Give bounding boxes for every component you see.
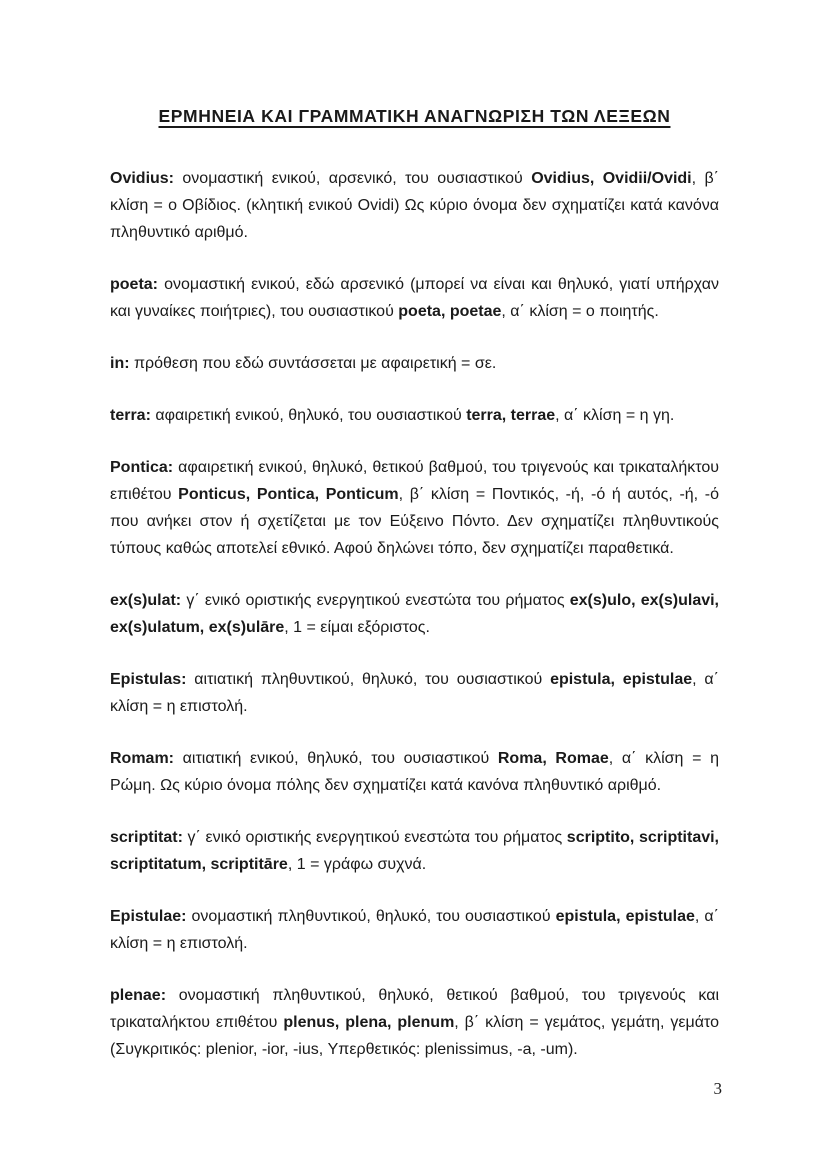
text-run-bold: terra: bbox=[110, 407, 151, 424]
text-run: , β΄ κλίση = ο Οβίδιος. (κλητική ενικού Ovidi) Ως κύριο όνομα δεν σχηματίζει κατά κανόνα πληθυντικό αριθμό. bbox=[110, 170, 719, 241]
text-run: γ΄ ενικό οριστικής ενεργητικού ενεστώτα του ρήματος bbox=[181, 592, 570, 609]
text-run-bold: in: bbox=[110, 355, 130, 372]
text-run: γ΄ ενικό οριστικής ενεργητικού ενεστώτα του ρήματος bbox=[182, 829, 567, 846]
text-run: αιτιατική πληθυντικού, θηλυκό, του ουσιαστικού bbox=[186, 671, 551, 688]
paragraph-scriptitat bbox=[110, 824, 719, 878]
text-run: αφαιρετική ενικού, θηλυκό, του ουσιαστικού bbox=[150, 407, 467, 424]
text-run: , 1 = είμαι εξόριστος. bbox=[284, 619, 430, 636]
text-run: , α΄ κλίση = η Ρώμη. Ως κύριο όνομα πόλης δεν σχηματίζει κατά κανόνα πληθυντικό αριθμό. bbox=[110, 750, 720, 794]
document-content bbox=[110, 103, 719, 1088]
text-run-bold: epistula, epistulae bbox=[550, 671, 693, 688]
text-run: , β΄ κλίση = Ποντικός, -ή, -ό ή αυτός, -ή, -ό που ανήκει στον ή σχετίζεται με τον Εύξεινο Πόντο. Δεν σχηματίζει πληθυντικούς τύπους καθώς αποτελεί εθνικό. Αφού δηλώνει τόπο, δεν σχηματίζει παραθετικά. bbox=[110, 486, 719, 557]
text-run: ονομαστική ενικού, εδώ αρσενικό (μπορεί να είναι και θηλυκό, γιατί υπήρχαν και γυναίκες ποιήτριες), του ουσιαστικού bbox=[110, 276, 719, 320]
text-run-bold: poeta: bbox=[110, 276, 158, 293]
text-run-bold: plenae: bbox=[110, 987, 167, 1004]
text-run-bold: Roma, Romae bbox=[497, 750, 609, 767]
page-title: ΕΡΜΗΝΕΙΑ ΚΑΙ ΓΡΑΜΜΑΤΙΚΗ ΑΝΑΓΝΩΡΙΣΗ ΤΩΝ ΛΕΞΕΩΝ bbox=[158, 106, 671, 126]
text-run: ονομαστική πληθυντικού, θηλυκό, του ουσιαστικού bbox=[186, 908, 556, 925]
text-run-bold: Ovidius: bbox=[110, 170, 175, 187]
text-run: , 1 = γράφω συχνά. bbox=[287, 856, 427, 873]
text-run-bold: Ovidius, Ovidii/Ovidi bbox=[531, 170, 692, 187]
text-run: πρόθεση που εδώ συντάσσεται με αφαιρετική = σε. bbox=[129, 355, 497, 372]
text-run-bold: Pontica: bbox=[110, 459, 174, 476]
text-run-bold: ex(s)ulat: bbox=[110, 592, 182, 609]
text-run-bold: epistula, epistulae bbox=[555, 908, 695, 925]
text-run-bold: ex(s)ulo, ex(s)ulavi, ex(s)ulatum, ex(s)ulāre bbox=[110, 592, 720, 636]
paragraph-pontica bbox=[110, 454, 719, 562]
paragraph-ovidius bbox=[110, 165, 719, 246]
text-run: , α΄ κλίση = η επιστολή. bbox=[110, 671, 720, 715]
text-run: , α΄ κλίση = ο ποιητής. bbox=[501, 303, 659, 320]
paragraph-romam bbox=[110, 745, 719, 799]
text-run: ονομαστική ενικού, αρσενικό, του ουσιαστικού bbox=[174, 170, 532, 187]
text-run-bold: poeta, poetae bbox=[398, 303, 502, 320]
text-run-bold: Epistulas: bbox=[110, 671, 187, 688]
text-run: , β΄ κλίση = γεμάτος, γεμάτη, γεμάτο (Συγκριτικός: plenior, -ior, -ius, Υπερθετικός: plenissimus, -a, -um). bbox=[110, 1014, 720, 1058]
text-run: , α΄ κλίση = η γη. bbox=[555, 407, 675, 424]
text-run: ονομαστική πληθυντικού, θηλυκό, θετικού βαθμού, του τριγενούς και τρικαταλήκτου επιθέτου bbox=[110, 987, 719, 1031]
document-body bbox=[110, 165, 719, 1063]
text-run-bold: scriptito, scriptitavi, scriptitatum, scriptitāre bbox=[110, 829, 720, 873]
paragraph-ex-s-ulat bbox=[110, 587, 719, 641]
paragraph-terra bbox=[110, 402, 719, 429]
text-run-bold: Romam: bbox=[110, 750, 175, 767]
paragraph-poeta bbox=[110, 271, 719, 325]
text-run-bold: terra, terrae bbox=[466, 407, 556, 424]
paragraph-in bbox=[110, 350, 719, 377]
paragraph-plenae bbox=[110, 982, 719, 1063]
text-run: αφαιρετική ενικού, θηλυκό, θετικού βαθμού, του τριγενούς και τρικαταλήκτου επιθέτου bbox=[110, 459, 719, 503]
text-run: , α΄ κλίση = η επιστολή. bbox=[110, 908, 719, 952]
text-run-bold: Ponticus, Pontica, Ponticum bbox=[178, 486, 399, 503]
text-run: αιτιατική ενικού, θηλυκό, του ουσιαστικού bbox=[174, 750, 498, 767]
paragraph-epistulae bbox=[110, 903, 719, 957]
paragraph-epistulas bbox=[110, 666, 719, 720]
text-run-bold: Epistulae: bbox=[110, 908, 187, 925]
text-run-bold: scriptitat: bbox=[110, 829, 183, 846]
text-run-bold: plenus, plena, plenum bbox=[283, 1014, 455, 1031]
page-number: 3 bbox=[713, 1079, 722, 1098]
